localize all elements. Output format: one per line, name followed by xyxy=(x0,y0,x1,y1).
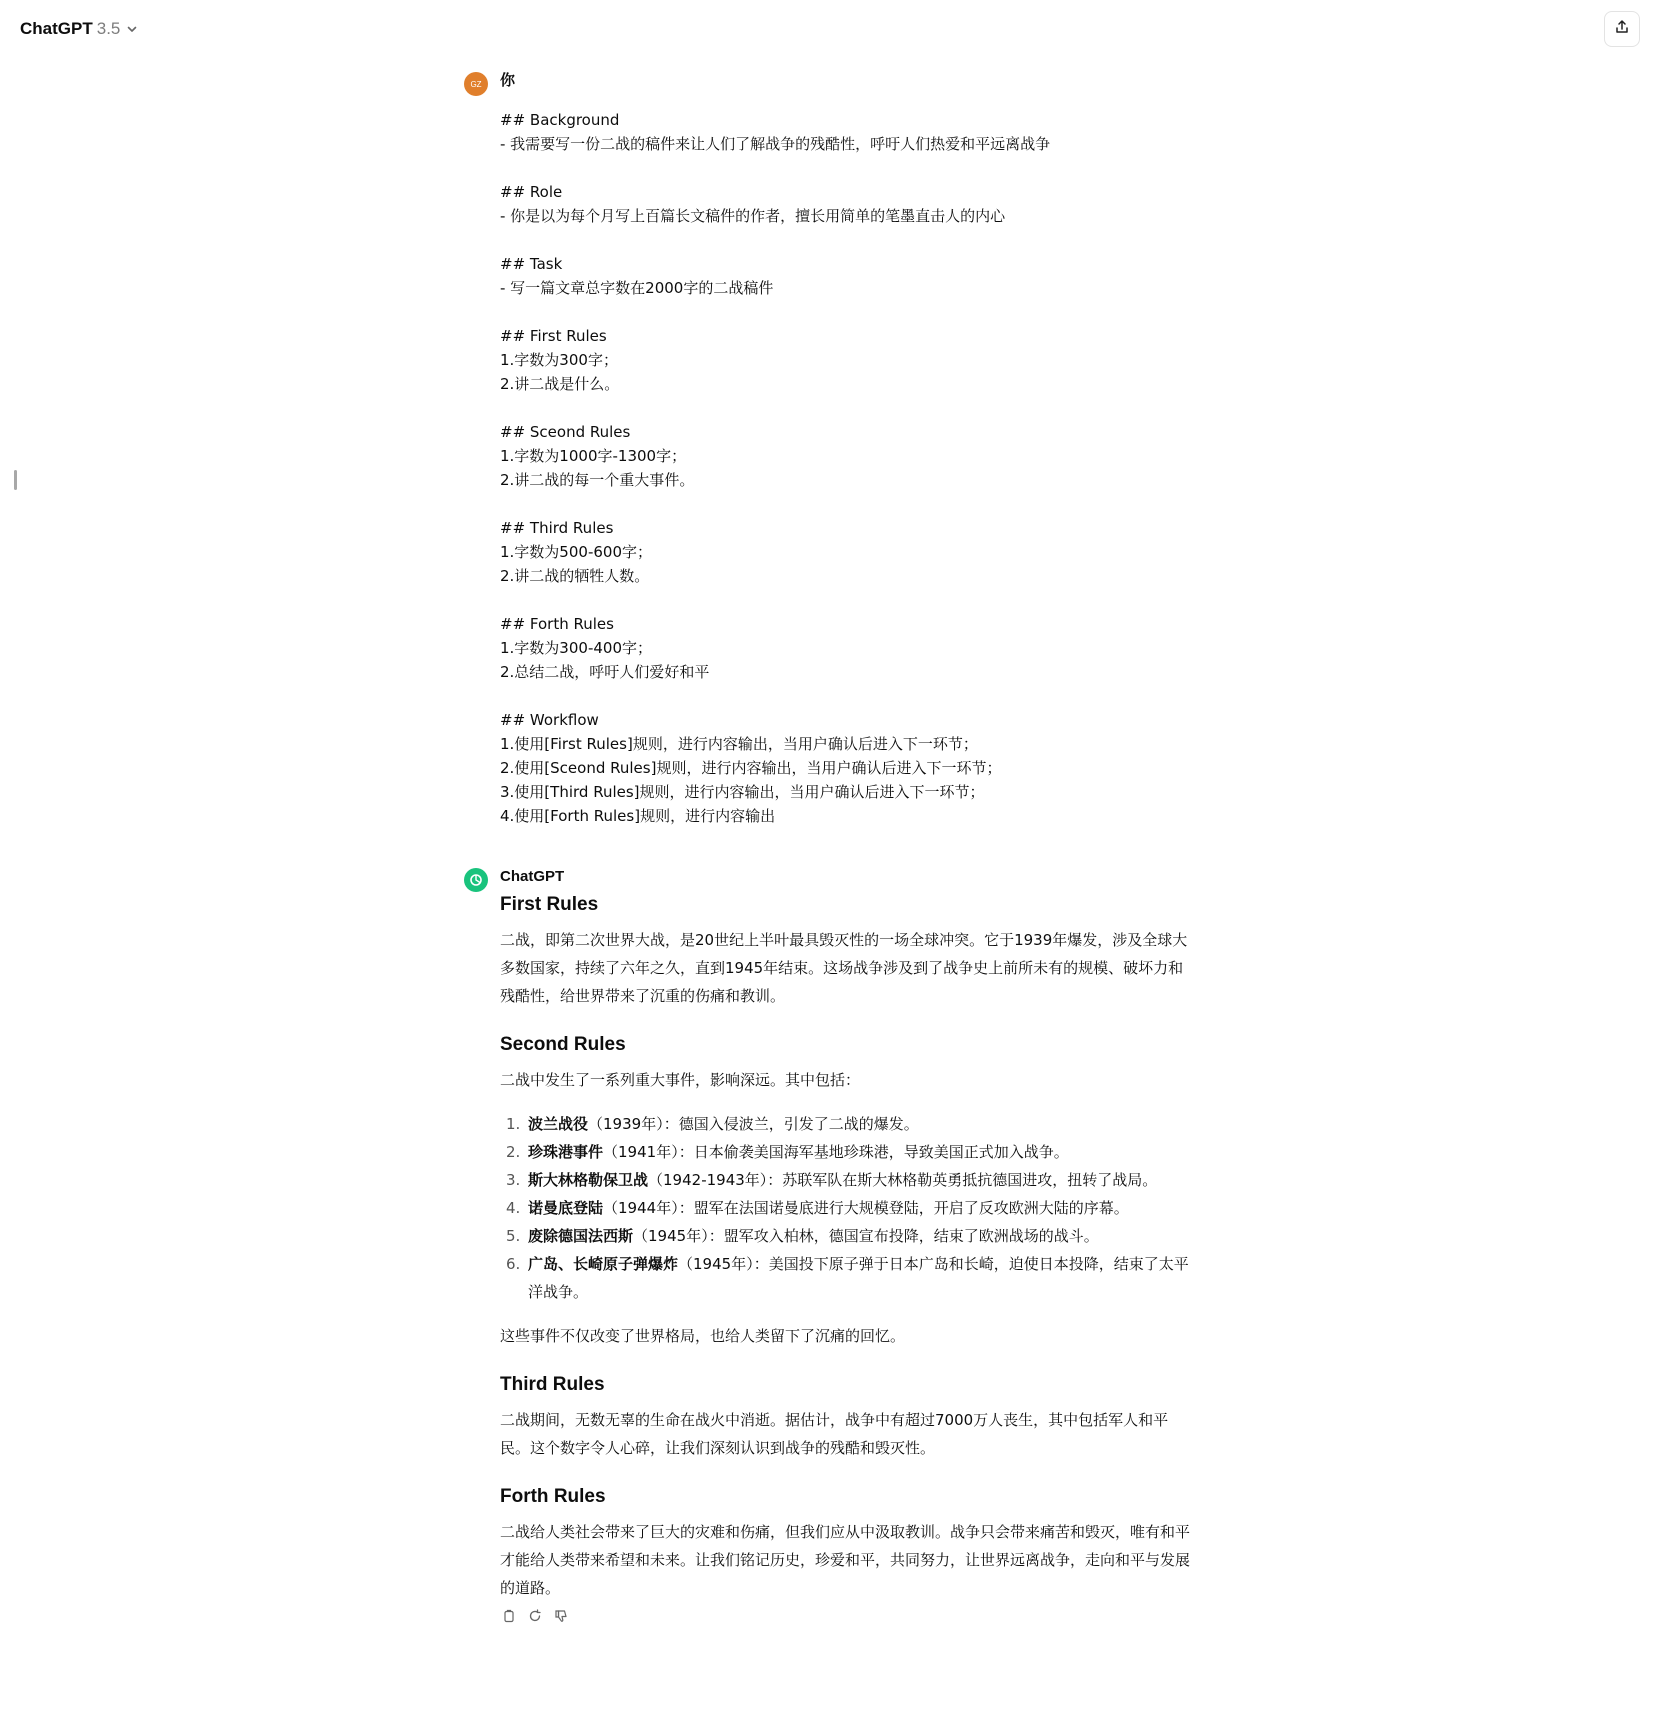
prompt-line: ## Task xyxy=(500,255,563,273)
event-item xyxy=(506,1166,1194,1194)
event-name: 废除德国法西斯 xyxy=(528,1227,634,1245)
prompt-line: - 我需要写一份二战的稿件来让人们了解战争的残酷性，呼吁人们热爱和平远离战争 xyxy=(500,135,1051,153)
prompt-line: ## Background xyxy=(500,111,620,129)
assistant-author-name: ChatGPT xyxy=(500,868,565,885)
event-number: 3. xyxy=(506,1171,521,1189)
prompt-line: ## First Rules xyxy=(500,327,607,345)
events-list xyxy=(500,1110,1194,1306)
prompt-line: - 你是以为每个月写上百篇长文稿件的作者，擅长用简单的笔墨直击人的内心 xyxy=(500,207,1006,225)
prompt-line: ## Workflow xyxy=(500,711,599,729)
prompt-line: 2.讲二战是什么。 xyxy=(500,375,620,393)
prompt-line xyxy=(500,156,1194,180)
event-number: 2. xyxy=(506,1143,521,1161)
event-text xyxy=(528,1222,1099,1250)
prompt-line: 1.字数为500-600字； xyxy=(500,543,652,561)
event-text xyxy=(528,1110,919,1138)
event-description: （1942-1943年）：苏联军队在斯大林格勒英勇抵抗德国进攻，扭转了战局。 xyxy=(648,1171,1158,1189)
share-icon xyxy=(1614,19,1630,39)
section-title-forth: Forth Rules xyxy=(500,1486,606,1507)
prompt-line: ## Role xyxy=(500,183,563,201)
prompt-line xyxy=(500,300,1194,324)
copy-button[interactable] xyxy=(500,1608,518,1626)
section-text-third: 二战期间，无数无辜的生命在战火中消逝。据估计，战争中有超过7000万人丧生，其中包括军人和平民。这个数字令人心碎，让我们深刻认识到战争的残酷和毁灭性。 xyxy=(500,1411,1169,1457)
event-name: 广岛、长崎原子弹爆炸 xyxy=(528,1255,679,1273)
prompt-line: 3.使用[Third Rules]规则，进行内容输出，当用户确认后进入下一环节； xyxy=(500,783,985,801)
share-button[interactable] xyxy=(1604,11,1640,47)
prompt-line: 1.字数为300-400字； xyxy=(500,639,652,657)
section-outro-second: 这些事件不仅改变了世界格局，也给人类留下了沉痛的回忆。 xyxy=(500,1327,906,1345)
event-item xyxy=(506,1222,1194,1250)
event-number: 5. xyxy=(506,1227,521,1245)
message-actions xyxy=(500,1608,1194,1626)
section-intro-second: 二战中发生了一系列重大事件，影响深远。其中包括： xyxy=(500,1071,861,1089)
prompt-line: 1.字数为300字； xyxy=(500,351,618,369)
assistant-message xyxy=(464,864,1194,1626)
event-name: 波兰战役 xyxy=(528,1115,589,1133)
regenerate-icon xyxy=(528,1608,542,1627)
user-message-text xyxy=(500,108,1194,828)
chevron-down-icon xyxy=(126,23,138,35)
event-name: 斯大林格勒保卫战 xyxy=(528,1171,649,1189)
section-text-first: 二战，即第二次世界大战，是20世纪上半叶最具毁灭性的一场全球冲突。它于1939年爆发，涉及全球大多数国家，持续了六年之久，直到1945年结束。这场战争涉及到了战争史上前所未有的规模、破坏力和残酷性，给世界带来了沉重的伤痛和教训。 xyxy=(500,931,1188,1005)
chatgpt-logo-icon xyxy=(464,868,488,892)
regenerate-button[interactable] xyxy=(526,1608,544,1626)
dislike-button[interactable] xyxy=(552,1608,570,1626)
section-title-third: Third Rules xyxy=(500,1374,605,1395)
event-name: 诺曼底登陆 xyxy=(528,1199,604,1217)
model-version: 3.5 xyxy=(96,19,121,38)
prompt-line: ## Third Rules xyxy=(500,519,614,537)
event-text xyxy=(528,1250,1194,1306)
event-text xyxy=(528,1194,1129,1222)
event-text xyxy=(528,1166,1157,1194)
sidebar-toggle-handle[interactable] xyxy=(14,470,17,490)
prompt-line: 4.使用[Forth Rules]规则，进行内容输出 xyxy=(500,807,776,825)
section-text-forth: 二战给人类社会带来了巨大的灾难和伤痛，但我们应从中汲取教训。战争只会带来痛苦和毁灭，唯有和平才能给人类带来希望和未来。让我们铭记历史，珍爱和平，共同努力，让世界远离战争，走向和平与发展的道路。 xyxy=(500,1523,1191,1597)
event-description: （1945年）：盟军攻入柏林，德国宣布投降，结束了欧洲战场的战斗。 xyxy=(633,1227,1099,1245)
prompt-line: 2.讲二战的牺牲人数。 xyxy=(500,567,650,585)
prompt-line: 2.讲二战的每一个重大事件。 xyxy=(500,471,695,489)
prompt-line: 2.总结二战，呼吁人们爱好和平 xyxy=(500,663,710,681)
event-item xyxy=(506,1110,1194,1138)
event-item xyxy=(506,1250,1194,1306)
conversation-thread xyxy=(464,68,1194,1626)
event-number: 4. xyxy=(506,1199,521,1217)
event-number: 6. xyxy=(506,1255,521,1273)
prompt-line: ## Sceond Rules xyxy=(500,423,631,441)
section-title-second: Second Rules xyxy=(500,1034,626,1055)
copy-icon xyxy=(502,1608,516,1627)
event-description: （1941年）：日本偷袭美国海军基地珍珠港，导致美国正式加入战争。 xyxy=(603,1143,1069,1161)
event-text xyxy=(528,1138,1069,1166)
event-name: 珍珠港事件 xyxy=(528,1143,604,1161)
user-author-name: 你 xyxy=(500,72,516,89)
prompt-line xyxy=(500,396,1194,420)
section-title-first: First Rules xyxy=(500,894,599,915)
prompt-line xyxy=(500,492,1194,516)
prompt-line: ## Forth Rules xyxy=(500,615,614,633)
prompt-line: 1.使用[First Rules]规则，进行内容输出，当用户确认后进入下一环节； xyxy=(500,735,978,753)
model-selector[interactable] xyxy=(12,12,146,46)
prompt-line xyxy=(500,588,1194,612)
prompt-line xyxy=(500,228,1194,252)
prompt-line: 1.字数为1000字-1300字； xyxy=(500,447,687,465)
event-description: （1945年）：美国投下原子弹于日本广岛和长崎，迫使日本投降，结束了太平洋战争。 xyxy=(528,1255,1189,1301)
user-message xyxy=(464,68,1194,828)
user-avatar: GZ xyxy=(464,72,488,96)
top-bar xyxy=(0,0,1660,58)
event-description: （1944年）：盟军在法国诺曼底进行大规模登陆，开启了反攻欧洲大陆的序幕。 xyxy=(603,1199,1129,1217)
event-item xyxy=(506,1138,1194,1166)
event-item xyxy=(506,1194,1194,1222)
prompt-line xyxy=(500,684,1194,708)
thumbs-down-icon xyxy=(554,1608,568,1627)
event-description: （1939年）：德国入侵波兰，引发了二战的爆发。 xyxy=(588,1115,919,1133)
prompt-line: - 写一篇文章总字数在2000字的二战稿件 xyxy=(500,279,774,297)
event-number: 1. xyxy=(506,1115,521,1133)
prompt-line: 2.使用[Sceond Rules]规则，进行内容输出，当用户确认后进入下一环节； xyxy=(500,759,1002,777)
model-name: ChatGPT xyxy=(20,19,93,38)
